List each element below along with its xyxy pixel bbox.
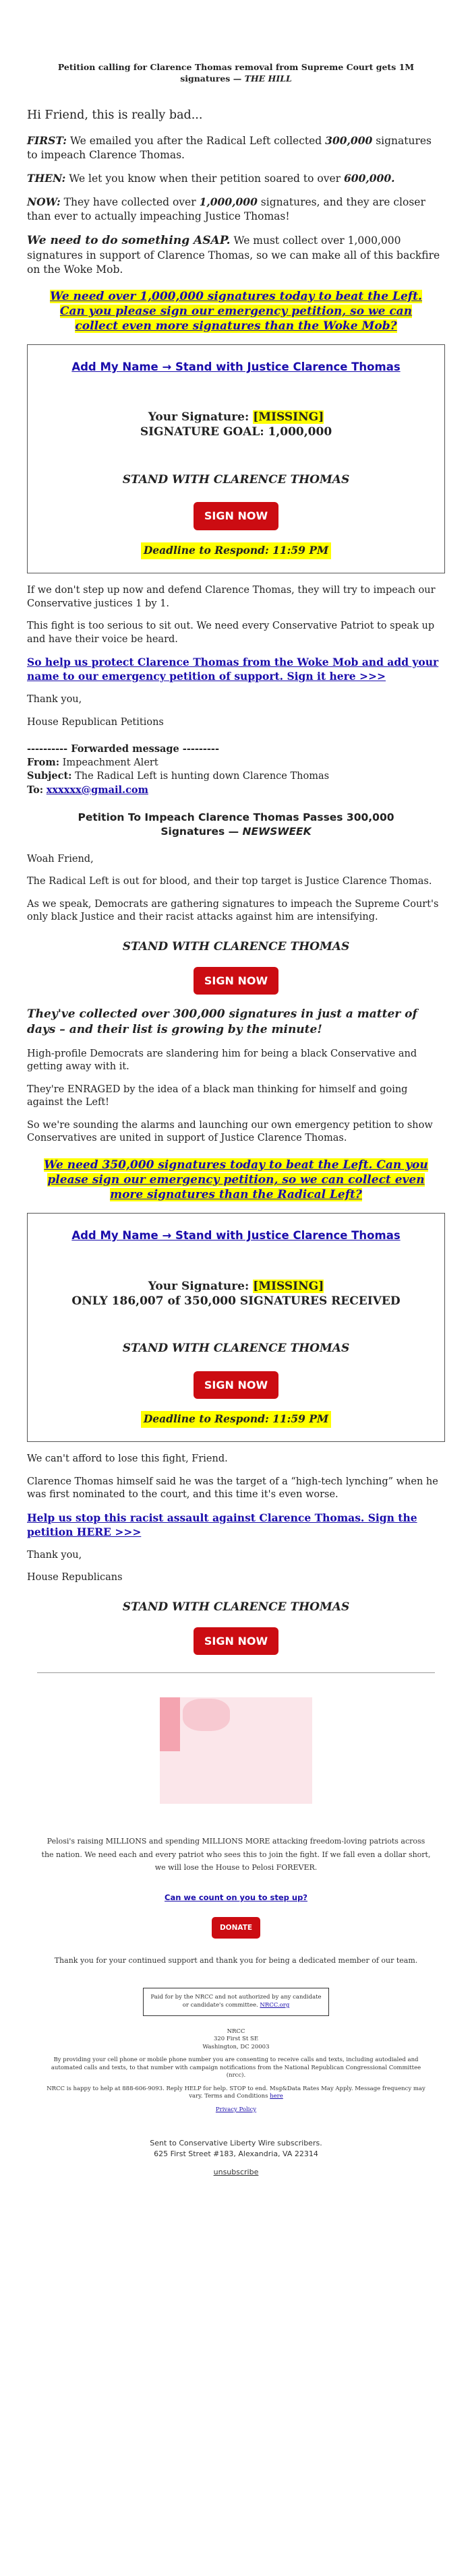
paid-for-box (143, 1988, 329, 2016)
greeting-2: Woah Friend, (27, 853, 94, 865)
disclaimer-help: NRCC is happy to help at 888-606-9093. Reply HELP for help. STOP to end. Msg&Data Rates May Apply. Message frequency may vary. Terms and Conditions here (47, 2085, 425, 2100)
disclaimer-consent: By providing your cell phone or mobile phone number you are consenting to receive calls and texts, including autodialed and automated calls and texts, to that number with campaign notifications from the National Republican Congressional Committee (nrcc). (51, 2056, 421, 2079)
forwarded-to-email[interactable]: xxxxxx@gmail.com (46, 784, 148, 796)
petition-box-1 (27, 344, 445, 573)
forwarded-to: To: xxxxxx@gmail.com (27, 784, 148, 796)
forwarded-header: ---------- Forwarded message --------- (27, 743, 219, 755)
forwarded-subject: Subject: The Radical Left is hunting down Clarence Thomas (27, 770, 330, 782)
paragraph-then: THEN: We let you know when their petition soared to over 600,000. (27, 172, 395, 185)
signature-line-1: Your Signature: [MISSING] (148, 410, 324, 425)
paragraph-asap: We need to do something ASAP. We must collect over 1,000,000 signatures in support of Clarence Thomas, so we can make all of this backfire on the Woke Mob. (27, 233, 440, 276)
highlight-text-2[interactable]: We need 350,000 signatures today to beat the Left. Can you please sign our emergency petition, so we can collect even more signatures than the Radical Left? (44, 1158, 428, 1202)
highlight-petition-link-1[interactable] (38, 289, 434, 334)
banner-shape-left (160, 1697, 180, 1751)
signature-value-2: [MISSING] (253, 1279, 324, 1293)
paragraph-afford: We can't afford to lose this fight, Friend. (27, 1453, 228, 1465)
footer-thanks: Thank you for your continued support and thank you for being a dedicated member of our team. (54, 1956, 418, 1966)
headline-source: THE HILL (244, 73, 292, 84)
headline (34, 62, 438, 85)
paragraph-step-up: If we don't step up now and defend Clarence Thomas, they will try to impeach our Conservative justices 1 by 1. (27, 584, 436, 609)
signature-line-2: Your Signature: [MISSING] (148, 1279, 324, 1293)
paragraph-collected: They've collected over 300,000 signatures in just a matter of days – and their list is growing by the minute! (27, 1007, 417, 1036)
sender-1: House Republican Petitions (27, 716, 164, 728)
paragraph-serious: This fight is too serious to sit out. We need every Conservative Patriot to speak up and have their voice be heard. (27, 621, 435, 645)
sign-now-button-box-2[interactable]: SIGN NOW (194, 1371, 278, 1400)
sender-2: House Republicans (27, 1572, 123, 1583)
add-my-name-link-1[interactable]: Add My Name → Stand with Justice Clarence Thomas (71, 360, 401, 374)
banner-shape-top (183, 1699, 230, 1731)
signature-value-1: [MISSING] (253, 410, 324, 425)
paragraph-lynching: Clarence Thomas himself said he was the target of a “high-tech lynching” when he was first nominated to the court, and this time it's even worse. (27, 1476, 438, 1501)
highlight-text-1[interactable]: We need over 1,000,000 signatures today to beat the Left. Can you please sign our emergency petition, so we can collect even more signatures than the Woke Mob? (50, 289, 422, 333)
donate-button[interactable]: DONATE (212, 1917, 260, 1939)
paragraph-alarm: So we're sounding the alarms and launching our own emergency petition to show Conservatives are united in support of Justice Clarence Thomas. (27, 1119, 433, 1144)
headline-text: Petition calling for Clarence Thomas removal from Supreme Court gets 1M signatures — (57, 62, 415, 84)
paragraph-enraged: They're ENRAGED by the idea of a black man thinking for himself and going against the Left! (27, 1083, 408, 1108)
sign-now-button-3[interactable]: SIGN NOW (194, 1627, 278, 1656)
terms-link[interactable]: here (270, 2093, 283, 2100)
signature-count-2: ONLY 186,007 of 350,000 SIGNATURES RECEIVED (71, 1294, 401, 1308)
nrcc-address: NRCC 320 First St SE Washington, DC 20003 (202, 2028, 270, 2050)
signoff-1: Thank you, (27, 694, 82, 705)
protect-petition-link[interactable]: So help us protect Clarence Thomas from the Woke Mob and add your name to our emergency petition of support. Sign it here >>> (27, 656, 439, 683)
banner-image (160, 1697, 312, 1804)
sign-now-button-1[interactable]: SIGN NOW (194, 502, 278, 530)
signoff-2: Thank you, (27, 1549, 82, 1561)
paragraph-first: FIRST: We emailed you after the Radical Left collected 300,000 signatures to impeach Clarence Thomas. (27, 134, 432, 162)
forwarded-message (27, 743, 445, 797)
deadline-1: Deadline to Respond: 11:59 PM (141, 542, 331, 559)
email-body (27, 0, 445, 1655)
sign-now-button-2[interactable]: SIGN NOW (194, 967, 278, 995)
footer-pelosi-text: Pelosi's raising MILLIONS and spending MILLIONS MORE attacking freedom-loving patriots across the nation. We need each and every patriot who sees this to join the fight. If we fall even a dollar short, we will lose the House to Pelosi FOREVER. (41, 1837, 431, 1872)
petition-box-2 (27, 1213, 445, 1442)
count-on-you-link[interactable]: Can we count on you to step up? (165, 1893, 307, 1903)
signature-goal-1: SIGNATURE GOAL: 1,000,000 (140, 425, 332, 439)
stand-with-thomas-3: STAND WITH CLARENCE THOMAS (122, 1600, 350, 1614)
section2-title: Petition To Impeach Clarence Thomas Passes 300,000 Signatures — NEWSWEEK (78, 811, 394, 838)
stand-with-thomas-box-2: STAND WITH CLARENCE THOMAS (122, 1341, 350, 1355)
footer (30, 1672, 442, 2176)
stand-with-thomas-1: STAND WITH CLARENCE THOMAS (122, 472, 350, 486)
nrcc-link[interactable]: NRCC.org (260, 2002, 290, 2009)
paragraph-speak: As we speak, Democrats are gathering signatures to impeach the Supreme Court's only black Justice and their racist attacks against him are intensifying. (27, 898, 439, 923)
paid-for-text: Paid for by the NRCC and not authorized by any candidate or candidate's committee. (150, 1994, 322, 2009)
sent-to: Sent to Conservative Liberty Wire subscribers. 625 First Street #183, Alexandria, VA 22314 (150, 2139, 322, 2159)
highlight-petition-link-2[interactable] (38, 1158, 434, 1202)
greeting: Hi Friend, this is really bad... (27, 108, 203, 122)
forwarded-from: From: Impeachment Alert (27, 756, 158, 768)
stop-assault-link[interactable]: Help us stop this racist assault against Clarence Thomas. Sign the petition HERE >>> (27, 1511, 417, 1538)
stand-with-thomas-2: STAND WITH CLARENCE THOMAS (122, 939, 350, 953)
unsubscribe-link[interactable]: unsubscribe (213, 2168, 259, 2177)
paragraph-now: NOW: They have collected over 1,000,000 signatures, and they are closer than ever to actually impeaching Justice Thomas! (27, 195, 425, 223)
paragraph-blood: The Radical Left is out for blood, and their top target is Justice Clarence Thomas. (27, 876, 432, 887)
paragraph-slander: High-profile Democrats are slandering him for being a black Conservative and getting away with it. (27, 1048, 417, 1073)
footer-divider (37, 1672, 435, 1673)
add-my-name-link-2[interactable]: Add My Name → Stand with Justice Clarence Thomas (71, 1229, 401, 1243)
deadline-2: Deadline to Respond: 11:59 PM (141, 1411, 331, 1428)
privacy-policy-link[interactable]: Privacy Policy (215, 2106, 257, 2113)
